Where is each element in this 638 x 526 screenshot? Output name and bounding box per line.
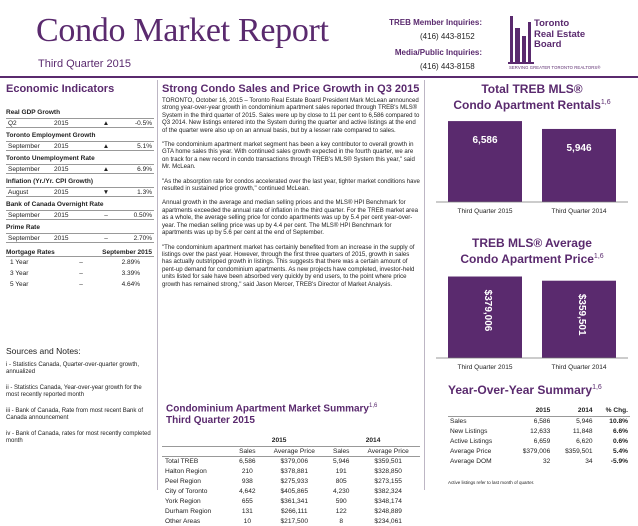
indicator-year: 2015	[54, 142, 69, 150]
article-paragraph: "The condominium apartment market has certainly benefited from an increase in the supply of listings over the past year. However, through the first three quarters of 2015, growth in sales has actually outstripped growth in listings. This suggests that there was a certain amount of pent-up demand for condominium apartments. As new projects have completed, investor-held units listed for sale have been absorbed very quickly by end users, to the point where price growth has remained strong," said Jason Mercer, TREB's Director of Market Analysis.	[162, 243, 415, 288]
economic-indicators	[6, 105, 154, 290]
source-note: ii - Statistics Canada, Year-over-year growth for the most recently reported month	[6, 384, 142, 398]
bar-1	[542, 129, 616, 202]
report-title: Condo Market Report	[36, 12, 329, 49]
yoy-summary-title: Year-Over-Year Summary$^{1,6}$	[448, 383, 602, 397]
indicator-title: Toronto Unemployment Rate	[6, 155, 95, 162]
bar-0	[448, 121, 522, 202]
market-summary-subtitle: Third Quarter 2015	[166, 415, 255, 427]
indicator-value: 2.70%	[133, 234, 152, 242]
economic-indicators-heading: Economic Indicators	[6, 83, 115, 95]
indicator-title: Toronto Employment Growth	[6, 132, 96, 139]
yoy-note: Active listings refer to last month of quarter.	[448, 480, 535, 485]
indicator-year: 2015	[54, 165, 69, 173]
indicator-period: Q2	[8, 119, 17, 127]
mortgage-rate-row: 5 Year – 4.64%	[10, 281, 140, 288]
indicator-arrow: ▲	[102, 119, 110, 127]
area-name: Other Areas	[165, 517, 201, 525]
indicator-arrow: –	[104, 211, 108, 219]
indicator-row	[6, 210, 154, 220]
table-row: Active Listings 6,659 6,620 0.6%	[450, 437, 628, 445]
indicator-row	[6, 164, 154, 174]
price-chart-title: TREB MLS® Average Condo Apartment Price$^{1,6}$	[460, 236, 604, 266]
indicator-value: 6.9%	[137, 165, 152, 173]
table-row: Sales 6,586 5,946 10.8%	[450, 417, 628, 425]
source-note: iii - Bank of Canada, Rate from most recent Bank of Canada announcement	[6, 407, 144, 421]
article-heading: Strong Condo Sales and Price Growth in Q3 2015	[162, 83, 420, 95]
rentals-bar-chart	[432, 112, 632, 222]
source-note: iv - Bank of Canada, rates for most recently completed month	[6, 430, 151, 444]
column-divider-left	[157, 80, 158, 490]
category-label: Third Quarter 2015	[457, 208, 513, 215]
article-paragraph: "The condominium apartment market segment has been a key contributor to overall growth in GTA home sales this year. With continued sales growth expected in the fourth quarter, we are on track for a new record in condo transactions through TREB's MLS® System this year," said Mr. McLean.	[162, 141, 415, 171]
market-summary-title: Condominium Apartment Market Summary$^{1,6}$ Third Quarter 2015	[166, 403, 378, 427]
logo-tagline: SERVING GREATER TORONTO REALTORS®	[509, 65, 601, 70]
indicator-year: 2015	[54, 188, 69, 196]
indicator-row	[6, 118, 154, 128]
indicator-year: 2015	[54, 211, 69, 219]
table-row: York Region 655 $361,341 590 $348,174	[162, 496, 420, 506]
table-row: Durham Region 131 $266,111 122 $248,889	[162, 506, 420, 516]
indicator-period: September	[8, 165, 40, 173]
header-divider	[0, 76, 638, 78]
indicator-value: 1.3%	[137, 188, 152, 196]
indicator-arrow: ▲	[102, 165, 110, 173]
price-bar-chart	[432, 268, 632, 378]
source-note: i - Statistics Canada, Quarter-over-quarter growth, annualized	[6, 361, 140, 375]
table-row: Average Price $379,006 $359,501 5.4%	[450, 447, 628, 455]
column-divider-right	[424, 80, 425, 490]
category-label: Third Quarter 2015	[457, 364, 513, 371]
area-name: City of Toronto	[165, 487, 208, 495]
indicator-title: Prime Rate	[6, 224, 40, 231]
table-row: Other Areas 10 $217,500 8 $234,061	[162, 516, 420, 526]
indicator-title: Real GDP Growth	[6, 109, 61, 116]
indicator-row	[6, 187, 154, 197]
table-row: Total TREB 6,586 $379,006 5,946 $359,501	[162, 456, 420, 466]
indicator-value: -0.5%	[135, 119, 152, 127]
sources-title: Sources and Notes:	[6, 346, 81, 356]
bar-value-label: 5,946	[566, 142, 592, 154]
indicator-value: 0.50%	[133, 211, 152, 219]
table-row: City of Toronto 4,642 $405,865 4,230 $382,324	[162, 486, 420, 496]
area-name: Peel Region	[165, 477, 201, 485]
member-inquiries-label: TREB Member Inquiries:	[389, 18, 482, 27]
article-paragraph: Annual growth in the average and median selling prices and the MLS® HPI Benchmark for apartments exceeded the annual rate of inflation in the third quarter. For the TREB market area as a whole, the average selling price for condo apartments was up by 5.4 per cent year-over-year. The median selling price was up by 4.4 per cent. The MLS® HPI Benchmark for apartments was up by 5.6 per cent at the end of September.	[162, 199, 418, 237]
area-name: Durham Region	[165, 507, 212, 515]
report-subtitle: Third Quarter 2015	[38, 58, 131, 70]
bar-value-label: $379,006	[482, 289, 493, 332]
indicator-value: 5.1%	[137, 142, 152, 150]
mortgage-rate-row: 1 Year – 2.89%	[10, 259, 140, 266]
indicator-arrow: ▲	[102, 142, 110, 150]
rentals-chart-title: Total TREB MLS® Condo Apartment Rentals$^{1,6}$	[453, 82, 611, 112]
indicator-row	[6, 233, 154, 243]
table-row: Peel Region 938 $275,933 805 $273,155	[162, 476, 420, 486]
indicator-title: Bank of Canada Overnight Rate	[6, 201, 104, 208]
indicator-year: 2015	[54, 234, 69, 242]
yoy-summary-table: 2015 2014 % Chg. Sales 6,586 5,946 10.8% New Listings 12,633 11,848 6.6% Active Listings 6,659 6,620 0.6% Average Price $379,006 $359,501 5.4% Average DOM 32 34 -5.9%	[450, 407, 628, 465]
indicator-row	[6, 141, 154, 151]
logo-wordmark: Toronto Real Estate Board	[534, 18, 586, 50]
table-row: Halton Region 210 $378,881 191 $328,850	[162, 466, 420, 476]
sources-notes	[6, 348, 154, 454]
bar-value-label: 6,586	[472, 135, 498, 147]
area-name: Halton Region	[165, 467, 207, 475]
area-name: Total TREB	[165, 457, 199, 465]
table-row: Average DOM 32 34 -5.9%	[450, 457, 628, 465]
indicator-period: September	[8, 211, 40, 219]
indicator-arrow: –	[104, 234, 108, 242]
indicator-period: September	[8, 234, 40, 242]
media-phone: (416) 443-8158	[420, 62, 475, 71]
media-inquiries-label: Media/Public Inquiries:	[394, 48, 482, 57]
mortgage-rates-header: Mortgage Rates September 2015	[6, 249, 152, 256]
mortgage-rate-row: 3 Year – 3.39%	[10, 270, 140, 277]
category-label: Third Quarter 2014	[551, 208, 607, 215]
article-paragraph: TORONTO, October 16, 2015 – Toronto Real Estate Board President Mark McLean announced strong year-over-year growth in condominium apartment sales reported through TREB's MLS® System in the third quarter of 2015. Sales were up by close to 11 per cent to 6,586 compared to Q3 2014. New listings entered into the System during the quarter and active listings at the end of the quarter were also up on an annual basis, but by a lesser rate compared to sales.	[162, 97, 420, 134]
indicator-year: 2015	[54, 119, 69, 127]
member-phone: (416) 443-8152	[420, 32, 475, 41]
indicator-period: August	[8, 188, 29, 196]
area-name: York Region	[165, 497, 201, 505]
table-row: New Listings 12,633 11,848 6.6%	[450, 427, 628, 435]
article-paragraph: "As the absorption rate for condos accelerated over the last year, tighter market conditions have resulted in sustained price growth," continued McLean.	[162, 177, 420, 193]
year-2015-header: 2015	[232, 436, 326, 446]
year-2014-header: 2014	[326, 436, 420, 446]
indicator-title: Inflation (Yr./Yr. CPI Growth)	[6, 178, 94, 185]
indicator-period: September	[8, 142, 40, 150]
market-summary-table: 2015 2014 Sales Average Price Sales Average Price Total TREB 6,586 $379,006 5,946 $359,501 Halton Region 210 $378,881 191 $328,850 Peel Region 938 $275,933 805 $273,155 City of Toronto 4,642 $405,865 4,230 $382,324 York Region 655 $361,341 590 $348,174 Durham Region 131 $266,111 122 $248,889 Other Areas 10 $217,500 8 $234,061	[162, 436, 420, 526]
bar-value-label: $359,501	[576, 293, 587, 336]
article-body	[162, 97, 420, 295]
category-label: Third Quarter 2014	[551, 364, 607, 371]
indicator-arrow: ▼	[102, 188, 110, 196]
